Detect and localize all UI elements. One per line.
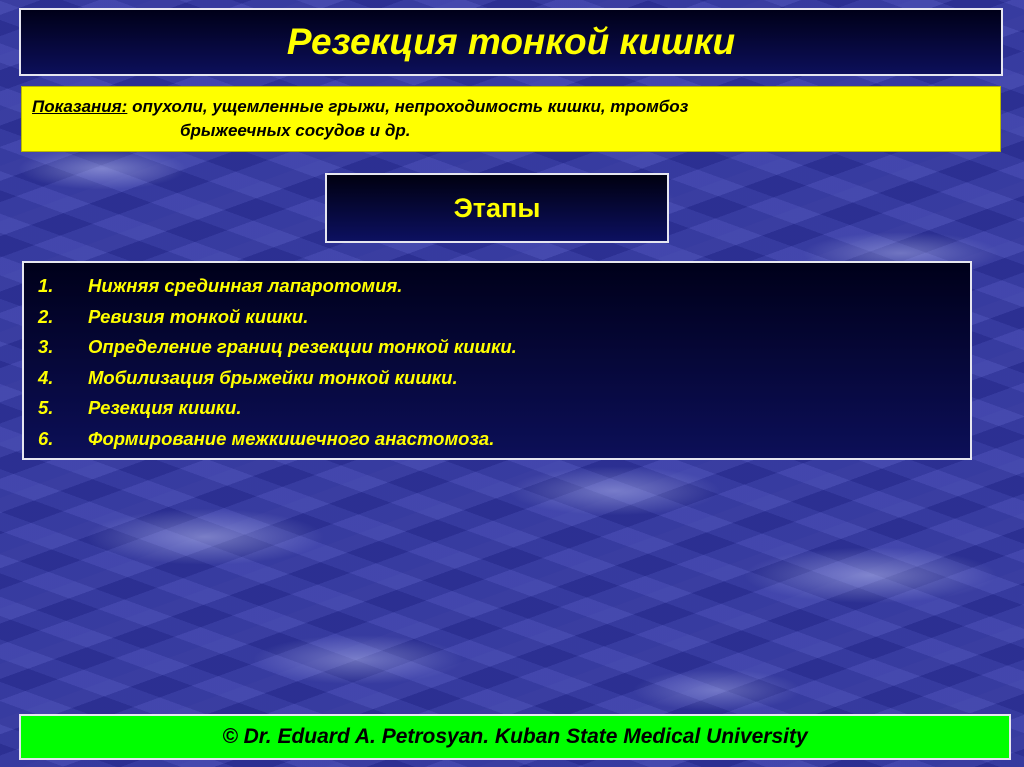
step-text: Определение границ резекции тонкой кишки. <box>88 336 517 357</box>
step-item <box>38 271 956 302</box>
step-number: 5. <box>38 397 54 418</box>
stages-heading-box <box>325 173 669 243</box>
step-text: Ревизия тонкой кишки. <box>88 305 309 327</box>
step-text: Мобилизация брыжейки тонкой кишки. <box>88 366 458 388</box>
footer-bar <box>19 714 1011 760</box>
steps-list <box>38 271 956 454</box>
indications-label: Показания: <box>32 97 128 116</box>
step-text: Резекция кишки. <box>88 397 242 418</box>
step-item <box>38 363 956 394</box>
steps-box <box>22 261 972 460</box>
step-item <box>38 424 956 455</box>
slide-title: Резекция тонкой кишки <box>286 21 736 62</box>
step-text: Нижняя срединная лапаротомия. <box>88 275 403 296</box>
step-number: 3. <box>38 336 54 357</box>
step-number: 4. <box>38 366 54 388</box>
step-number: 2. <box>38 305 54 327</box>
copyright-footer: © Dr. Eduard A. Petrosyan. Kuban State Medical University <box>222 725 808 748</box>
indications-box <box>21 86 1001 152</box>
step-number: 6. <box>38 427 54 449</box>
indications-text-line1: опухоли, ущемленные грыжи, непроходимость кишки, тромбоз <box>127 97 689 116</box>
step-text: Формирование межкишечного анастомоза. <box>88 427 495 449</box>
step-item <box>38 393 956 424</box>
step-item <box>38 302 956 333</box>
step-number: 1. <box>38 275 54 296</box>
slide-title-box <box>19 8 1003 76</box>
step-item <box>38 332 956 363</box>
stages-heading: Этапы <box>453 192 541 223</box>
indications-text-line2: брыжеечных сосудов и др. <box>180 121 411 140</box>
